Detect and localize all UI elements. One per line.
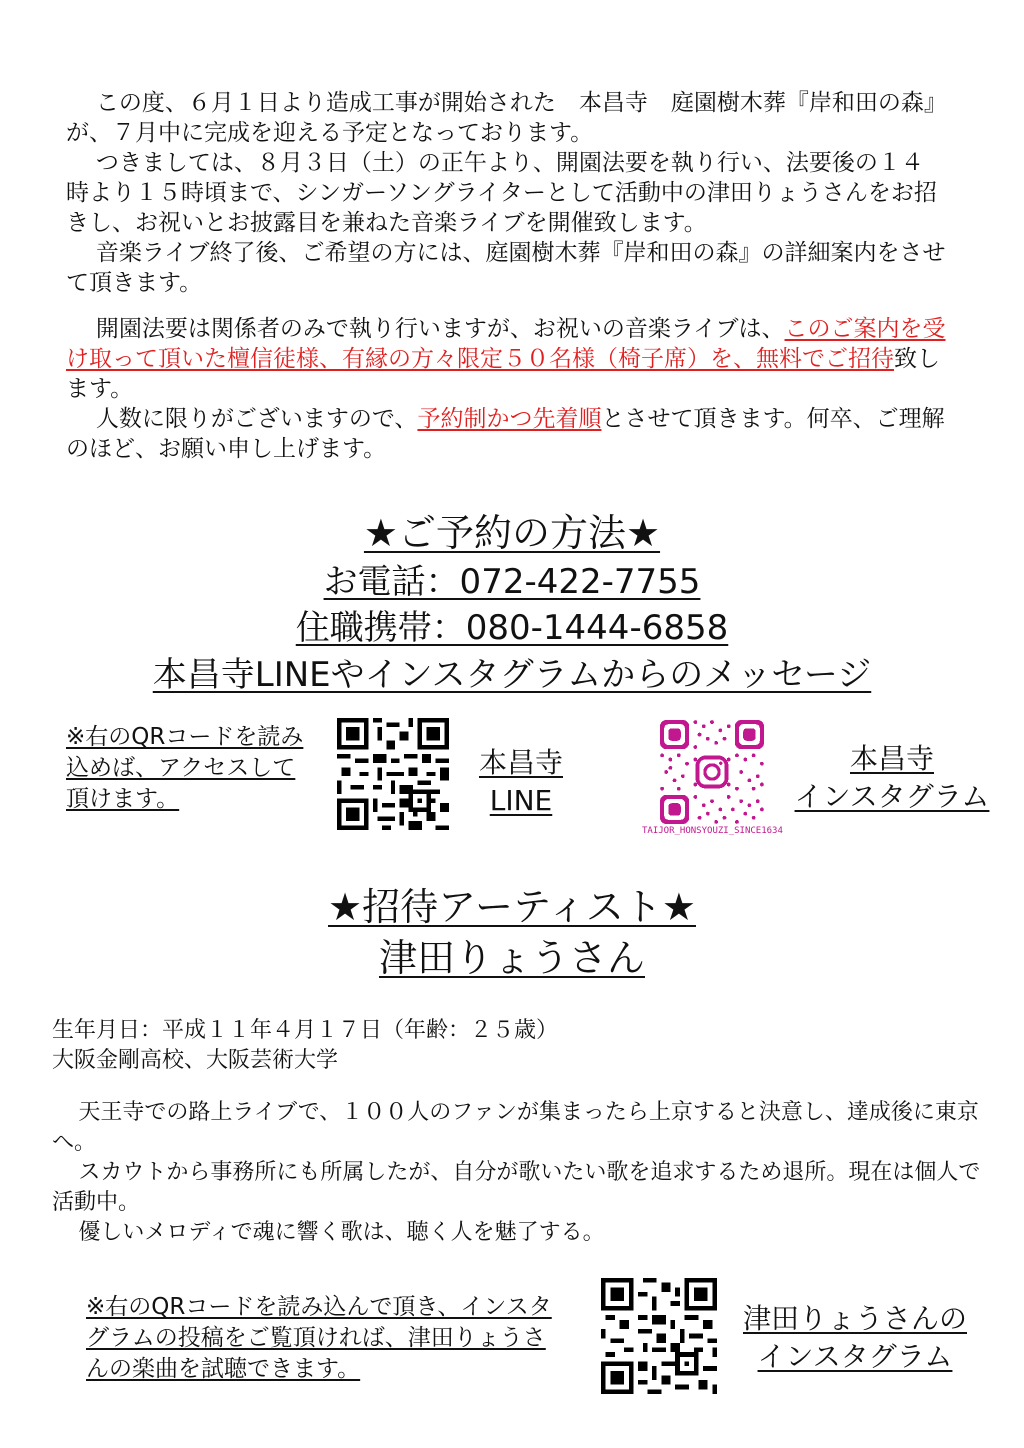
intro-p4-text: 開園法要は関係者のみで執り行いますが、お祝いの音楽ライブは、: [95, 316, 785, 342]
artist-name-text: 津田りょうさん: [378, 936, 645, 980]
phone-number-text: お電話：072-422-7755: [323, 562, 701, 602]
artist-bio: [52, 1098, 982, 1248]
intro-paragraph-2: つきましては、８月３日（土）の正午より、開園法要を執り行い、法要後の１４時より１５時頃まで、シンガーソングライターとして活動中の津田りょうさんをお招きし、お祝いとお披露目を兼ねた音楽ライブを開催致します。: [66, 150, 937, 236]
instagram-handle: TAIJOR_HONSYOUZI_SINCE1634: [642, 826, 783, 836]
intro-paragraph-4: [66, 314, 946, 404]
intro-text: [66, 88, 946, 464]
temple-instagram-label-line1: 本昌寺: [849, 742, 934, 775]
artist-heading: [0, 882, 1024, 932]
intro-p4-end: 致します。: [66, 346, 940, 402]
temple-instagram-label[interactable]: [780, 740, 1004, 816]
temple-instagram-qr-code[interactable]: [660, 720, 764, 824]
phone-number: [0, 560, 1024, 604]
line-label-line2: LINE: [489, 784, 553, 817]
artist-instagram-qr-code[interactable]: [601, 1278, 717, 1394]
artist-education: 大阪金剛高校、大阪芸術大学: [52, 1048, 339, 1073]
mobile-number: [0, 606, 1024, 650]
artist-bio-1: 天王寺での路上ライブで、１００人のファンが集まったら上京すると決意し、達成後に東京へ。: [52, 1100, 979, 1155]
artist-instagram-label-line2: インスタグラム: [757, 1340, 953, 1373]
line-label[interactable]: [458, 744, 584, 820]
reservation-highlight: 予約制かつ先着順: [417, 406, 602, 432]
free-invite-highlight: このご案内を受け取って頂いた檀信徒様、有縁の方々限定５０名様（椅子席）を、無料でご招待: [66, 316, 946, 372]
qr-access-note-text: ※右のQRコードを読み込めば、アクセスして頂けます。: [66, 724, 304, 812]
temple-instagram-label-line2: インスタグラム: [794, 780, 990, 813]
intro-paragraph-1: この度、６月１日より造成工事が開始された 本昌寺 庭園樹木葬『岸和田の森』が、７月中に完成を迎える予定となっております。: [66, 90, 936, 146]
artist-instagram-label[interactable]: [724, 1300, 986, 1376]
artist-qr-note-text: ※右のQRコードを読み込んで頂き、インスタグラムの投稿をご覧頂ければ、津田りょうさんの楽曲を試聴できます。: [86, 1294, 552, 1382]
reservation-heading: [0, 508, 1024, 558]
qr-access-note: [66, 722, 316, 815]
line-label-line1: 本昌寺: [478, 746, 563, 779]
reservation-heading-text: ★ご予約の方法★: [363, 511, 661, 555]
intro-paragraph-5: [66, 404, 946, 464]
intro-p5-text: 人数に限りがございますので、: [95, 406, 418, 432]
message-method-text: 本昌寺LINEやインスタグラムからのメッセージ: [152, 655, 872, 695]
artist-bio-2: スカウトから事務所にも所属したが、自分が歌いたい歌を追求するため退所。現在は個人で活動中。: [52, 1160, 981, 1215]
artist-bio-3: 優しいメロディで魂に響く歌は、聴く人を魅了する。: [78, 1220, 605, 1245]
artist-name: [0, 932, 1024, 984]
message-method: [0, 652, 1024, 698]
line-qr-code[interactable]: [337, 718, 449, 830]
intro-paragraph-3: 音楽ライブ終了後、ご希望の方には、庭園樹木葬『岸和田の森』の詳細案内をさせて頂きます。: [66, 240, 946, 296]
artist-profile: [52, 1016, 972, 1076]
mobile-number-text: 住職携帯：080-1444-6858: [295, 608, 729, 648]
artist-birthdate: 生年月日：平成１１年４月１７日（年齢：２５歳）: [52, 1018, 559, 1043]
intro-p5-end: とさせて頂きます。何卒、ご理解のほど、お願い申し上げます。: [66, 406, 945, 462]
artist-heading-text: ★招待アーティスト★: [328, 885, 696, 929]
artist-qr-note: [86, 1292, 566, 1385]
artist-instagram-label-line1: 津田りょうさんの: [742, 1302, 967, 1335]
